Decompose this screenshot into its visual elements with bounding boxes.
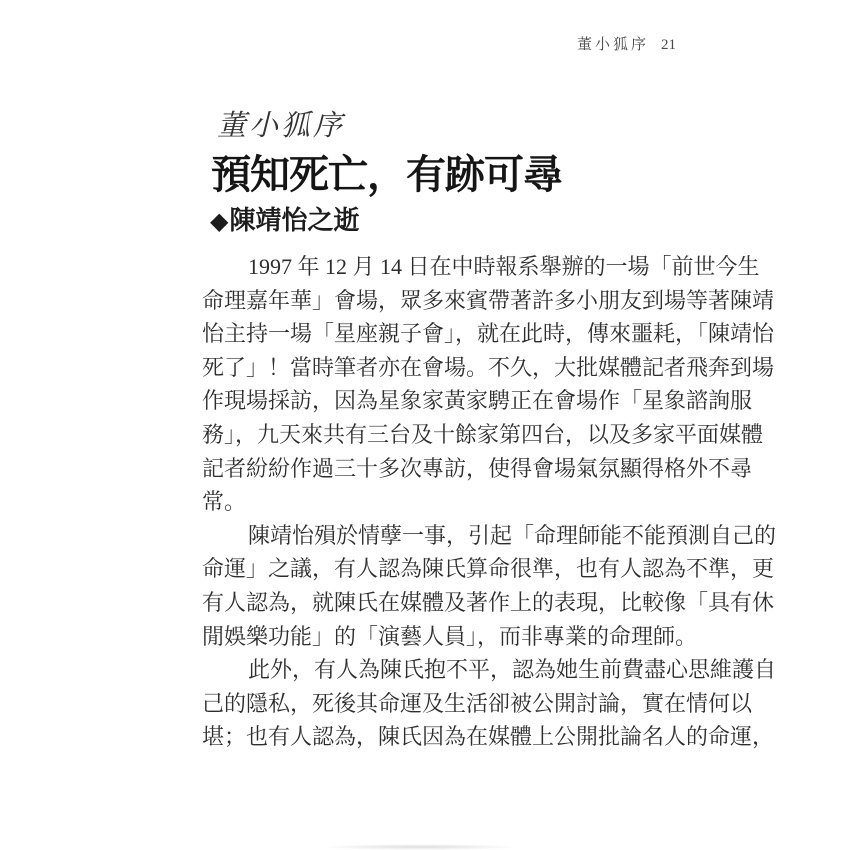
- text-line: 常。: [202, 489, 247, 515]
- subheading: [210, 200, 359, 237]
- section-title: 董小狐序: [217, 110, 346, 142]
- text-line: 有人認為，就陳氏在媒體及著作上的表現，比較像「具有休: [202, 589, 775, 615]
- text-line: 堪；也有人認為，陳氏因為在媒體上公開批論名人的命運，: [202, 724, 775, 750]
- text-line: 陳靖怡殞於情孽一事，引起「命理師能不能預測自己的: [248, 522, 777, 548]
- running-head-title: 董小狐序: [576, 37, 649, 53]
- page-number: 21: [661, 37, 676, 53]
- text-line: 作現場採訪，因為星象家黃家騁正在會場作「星象諮詢服: [202, 388, 753, 414]
- text-line: 命運」之議，有人認為陳氏算命很準，也有人認為不準，更: [202, 556, 775, 582]
- text-line: 務」，九天來共有三台及十餘家第四台，以及多家平面媒體: [202, 421, 764, 447]
- paragraph: [202, 250, 775, 519]
- text-line: 命理嘉年華」會場，眾多來賓帶著許多小朋友到場等著陳靖: [202, 287, 775, 313]
- body-text: [202, 250, 777, 754]
- scan-shadow: [320, 844, 520, 850]
- chapter-heading: 預知死亡，有跡可尋: [211, 152, 562, 197]
- text-line: 己的隱私，死後其命運及生活卻被公開討論，實在情何以: [202, 690, 753, 716]
- text-line: 此外，有人為陳氏抱不平，認為她生前費盡心思維護自: [248, 657, 777, 683]
- diamond-bullet-icon: ◆: [210, 209, 229, 235]
- text-line: 記者紛紛作過三十多次專訪，使得會場氣氛顯得格外不尋: [202, 455, 753, 481]
- running-head: [577, 33, 676, 54]
- text-line: 死了」！當時筆者亦在會場。不久，大批媒體記者飛奔到場: [202, 354, 775, 380]
- subheading-text: 陳靖怡之逝: [229, 206, 360, 235]
- paragraph: [202, 653, 777, 754]
- paragraph: [202, 519, 777, 653]
- text-line: 1997 年 12 月 14 日在中時報系舉辦的一場「前世今生: [248, 254, 760, 279]
- text-line: 怡主持一場「星座親子會」，就在此時，傳來噩耗，「陳靖怡: [202, 321, 775, 347]
- text-line: 閒娛樂功能」的「演藝人員」，而非專業的命理師。: [202, 623, 698, 649]
